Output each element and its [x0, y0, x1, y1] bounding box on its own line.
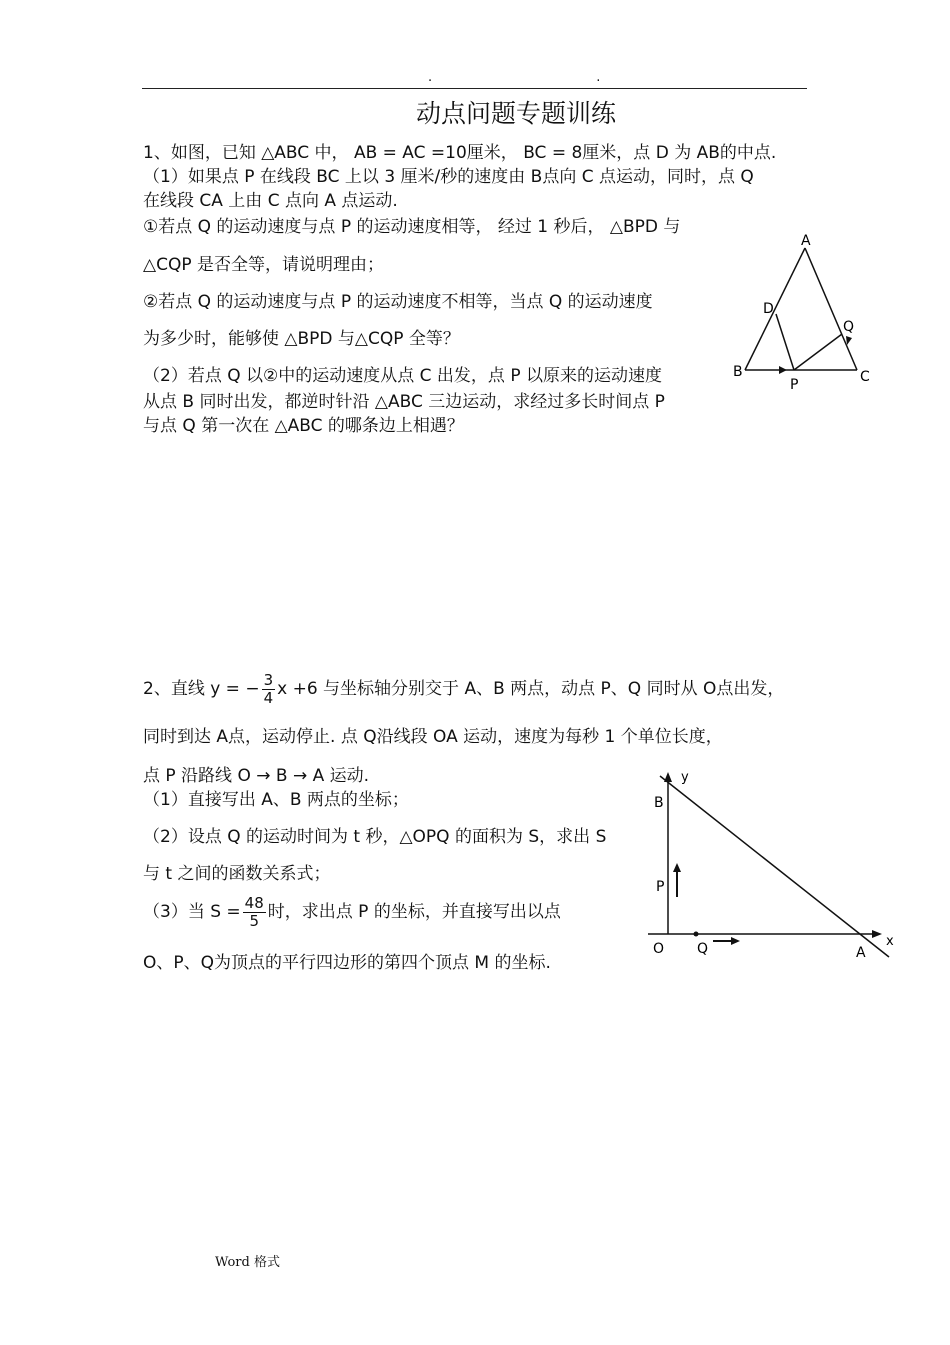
header-dots: . .	[428, 70, 681, 85]
label-P: P	[790, 377, 799, 393]
arrow-P-icon	[779, 366, 787, 374]
y-axis-arrow-icon	[664, 772, 672, 782]
line-AB	[660, 776, 889, 957]
label-A: A	[801, 233, 811, 249]
label-x: x	[886, 934, 894, 949]
header-rule	[142, 88, 807, 89]
q1-line6: ②若点 Q 的运动速度与点 P 的运动速度不相等，当点 Q 的运动速度	[143, 292, 653, 312]
q1-line9: 从点 B 同时出发，都逆时针沿 △ABC 三边运动，求经过多长时间点 P	[143, 392, 665, 412]
q2-line7-start: （3）当 S =	[143, 902, 241, 922]
coordinate-figure	[645, 765, 905, 965]
q1-line4: ①若点 Q 的运动速度与点 P 的运动速度相等， 经过 1 秒后， △BPD 与	[143, 217, 681, 237]
fraction-denominator: 4	[263, 688, 274, 707]
footer-text: Word 格式	[215, 1255, 280, 1270]
p-arrow-icon	[673, 863, 681, 872]
label-A: A	[856, 945, 866, 961]
q1-line8: （2）若点 Q 以②中的运动速度从点 C 出发，点 P 以原来的运动速度	[143, 366, 662, 386]
label-C: C	[860, 369, 870, 385]
q1-line1: 1、如图，已知 △ABC 中， AB = AC =10厘米， BC = 8厘米，点 D 为 AB的中点.	[143, 143, 777, 163]
fraction-denominator: 5	[249, 911, 259, 930]
q2-line8: O、P、Q为顶点的平行四边形的第四个顶点 M 的坐标.	[143, 953, 551, 973]
q2-line7	[143, 889, 561, 935]
edge-AC	[805, 248, 857, 370]
q2-line1	[143, 666, 784, 712]
q2-line1-start: 2、直线 y = −	[143, 679, 260, 699]
q1-line7: 为多少时，能够使 △BPD 与△CQP 全等？	[143, 329, 460, 349]
q2-line6: 与 t 之间的函数关系式；	[143, 864, 331, 884]
q1-line5: △CQP 是否全等，请说明理由；	[143, 255, 384, 275]
fraction-48-over-5	[243, 895, 266, 930]
q1-line10: 与点 Q 第一次在 △ABC 的哪条边上相遇？	[143, 416, 464, 436]
q1-line2: （1）如果点 P 在线段 BC 上以 3 厘米/秒的速度由 B点向 C 点运动，同时，点 Q	[143, 167, 754, 187]
label-Q: Q	[697, 941, 709, 957]
page-title: 动点问题专题训练	[416, 99, 617, 128]
label-y: y	[681, 770, 689, 785]
x-axis-arrow-icon	[872, 930, 882, 938]
q2-line2: 同时到达 A点，运动停止. 点 Q沿线段 OA 运动，速度为每秒 1 个单位长度，	[143, 727, 723, 747]
segment-PQ	[794, 334, 842, 370]
q-arrow-icon	[731, 937, 740, 945]
label-B: B	[733, 364, 743, 380]
q2-line3: 点 P 沿路线 O → B → A 运动.	[143, 766, 370, 786]
q1-line3: 在线段 CA 上由 C 点向 A 点运动.	[143, 191, 398, 211]
label-Q: Q	[843, 319, 855, 335]
q2-line7-end: 时，求出点 P 的坐标，并直接写出以点	[267, 902, 561, 922]
fraction-three-quarters	[262, 672, 276, 707]
point-Q-dot	[694, 932, 699, 937]
triangle-figure	[725, 228, 885, 398]
q2-line5: （2）设点 Q 的运动时间为 t 秒，△OPQ 的面积为 S，求出 S	[143, 827, 607, 847]
fraction-numerator: 48	[244, 893, 264, 912]
label-O: O	[653, 941, 665, 957]
edge-AB	[745, 248, 805, 370]
arrow-Q-icon	[846, 336, 852, 345]
label-P: P	[656, 879, 665, 895]
fraction-numerator: 3	[263, 670, 274, 689]
q2-line1-end: x +6 与坐标轴分别交于 A、B 两点，动点 P、Q 同时从 O点出发，	[277, 679, 785, 699]
label-D: D	[763, 301, 774, 317]
segment-DP	[776, 314, 794, 370]
label-B: B	[654, 795, 664, 811]
q2-line4: （1）直接写出 A、B 两点的坐标；	[143, 790, 409, 810]
